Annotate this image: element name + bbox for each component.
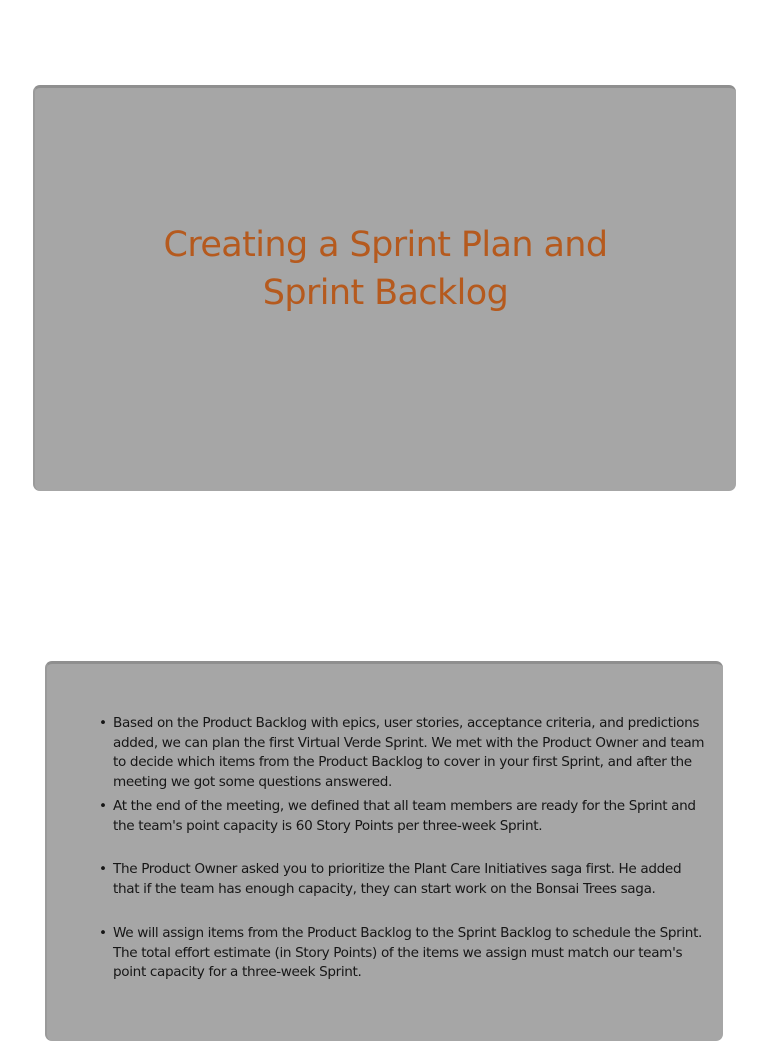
bullet-item: • We will assign items from the Product Backlog to the Sprint Backlog to schedule the Sprint. The total effort estimate (in Story Points) of the items we assign must match our team's point capacity for a three-week Sprint.: [99, 924, 705, 983]
bullet-item: • At the end of the meeting, we defined that all team members are ready for the Sprint and the team's point capacity is 60 Story Points per three-week Sprint.: [99, 797, 705, 836]
bullet-item: • The Product Owner asked you to prioritize the Plant Care Initiatives saga first. He added that if the team has enough capacity, they can start work on the Bonsai Trees saga.: [99, 860, 705, 899]
slide-title: [35, 221, 736, 317]
title-slide: [33, 85, 736, 491]
content-slide: [45, 661, 723, 1041]
slide-title-line-1: Creating a Sprint Plan and: [163, 225, 608, 265]
bullet-list: [99, 714, 705, 983]
slide-title-line-2: Sprint Backlog: [262, 273, 509, 313]
bullet-item: • Based on the Product Backlog with epics, user stories, acceptance criteria, and predictions added, we can plan the first Virtual Verde Sprint. We met with the Product Owner and team to decide which items from the Product Backlog to cover in your first Sprint, and after the meeting we got some questions answered.: [99, 714, 705, 792]
